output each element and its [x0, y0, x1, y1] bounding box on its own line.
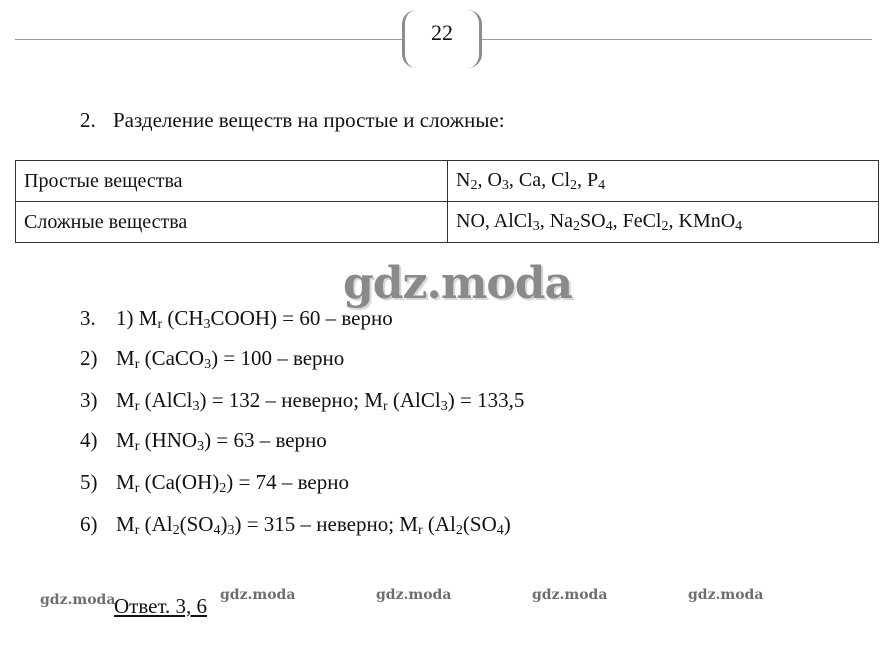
row-formula-simple: $N_2$, $O_3$, Ca, $Cl_2$, $P_4$ [448, 161, 879, 202]
header-rule-left [15, 39, 402, 40]
row-label-complex: Сложные вещества [16, 202, 448, 243]
footer-watermark: gdz.moda [376, 587, 452, 603]
answer-text: Ответ. 3, 6 [114, 594, 208, 618]
list-item: 2) $M_r$ (CaCO$_3$) = 100 – верно [80, 346, 345, 372]
header-rule-right [482, 39, 872, 40]
table-row [16, 161, 879, 202]
footer-watermark: gdz.moda [532, 587, 608, 603]
section-2-heading [80, 108, 505, 133]
section-2-title: Разделение веществ на простые и сложные: [113, 108, 505, 132]
footer-watermark: gdz.moda [220, 587, 296, 603]
watermark-logo: gdz.moda [343, 258, 573, 309]
substances-table [15, 160, 879, 243]
row-formula-complex: NO, AlCl$_3$, $Na_2SO_4$, FeCl$_2$, KMnO$_4$ [448, 202, 879, 243]
row-label-simple: Простые вещества [16, 161, 448, 202]
list-item: 6) $M_r$ $(Al_2(SO_4)_3) = 315$ – неверно; $M_r$ ($Al_2(SO_4)$ [80, 512, 511, 538]
footer-watermark: gdz.moda [688, 587, 764, 603]
list-item: 5) $M_r$ $(Ca(OH)_2) = 74$ – верно [80, 470, 349, 496]
table-row [16, 202, 879, 243]
list-item: 3) $M_r$ (AlCl$_3$) = 132 – неверно; $M_r$ (AlCl$_3$) = 133,5 [80, 388, 525, 414]
section-3-number: 3. [80, 306, 96, 330]
list-item: 4) $M_r$ $(HNO_3) = 63$ – верно [80, 428, 327, 454]
section-2-number: 2. [80, 108, 96, 132]
page-number: 22 [431, 20, 453, 45]
footer-watermark: gdz.moda [40, 592, 116, 608]
list-item: 3. 1) $M_r$ $(CH_3COOH) = 60$ – верно [80, 306, 393, 332]
